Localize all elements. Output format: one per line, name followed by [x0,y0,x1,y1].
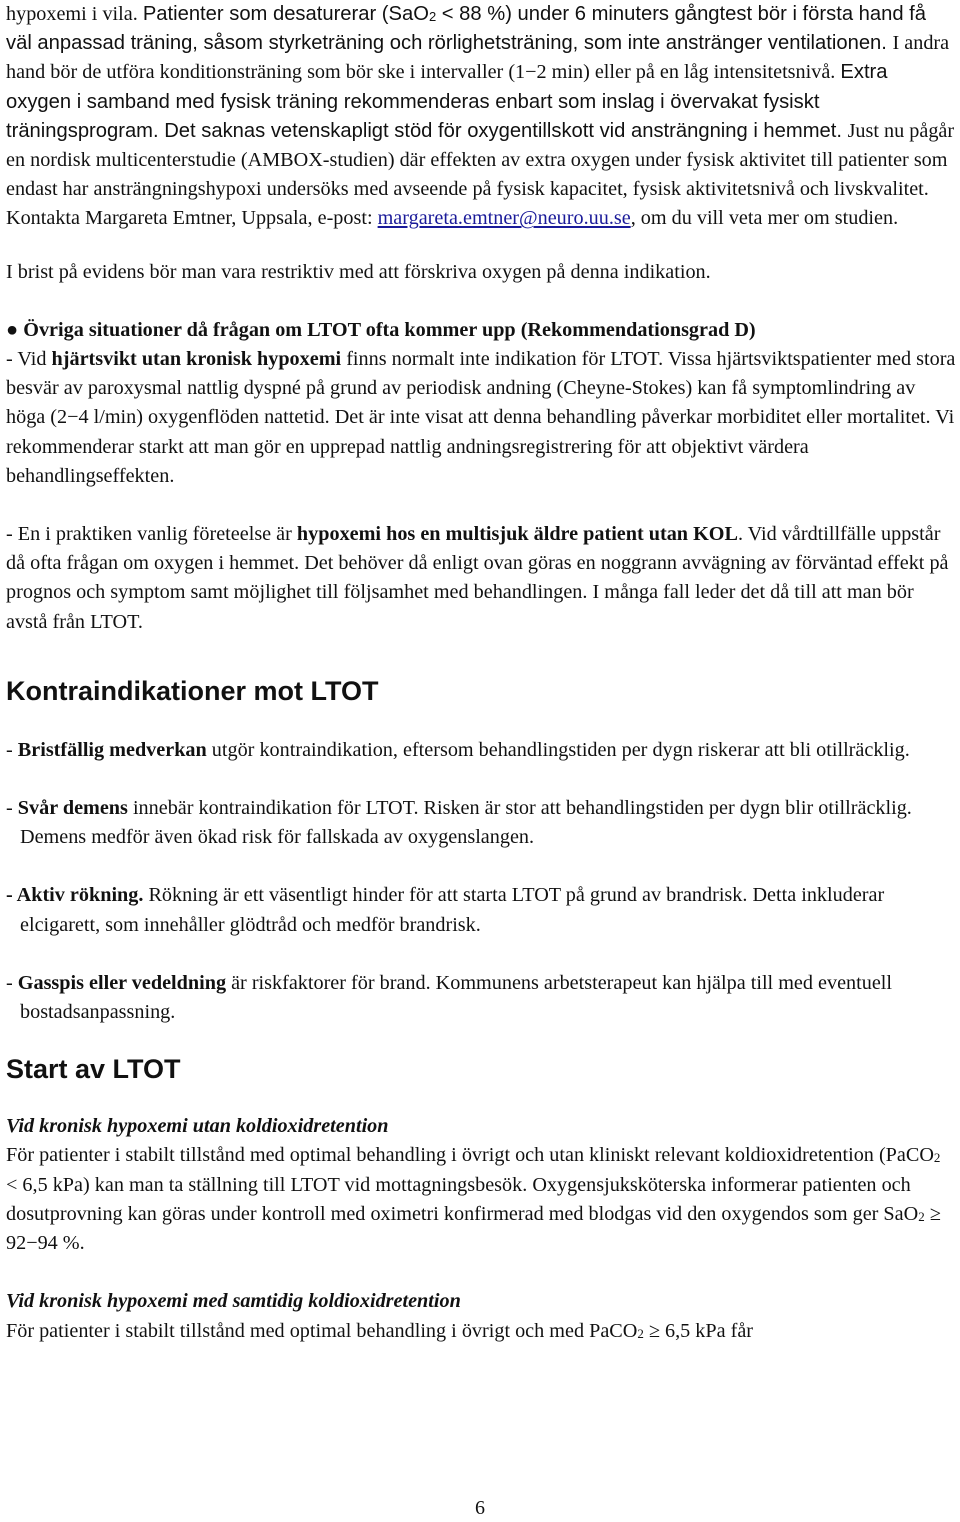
paragraph-exercise-oxygen [6,0,956,234]
text-run: Det saknas vetenskapligt stöd för oxygentillskott vid ansträngning i hemmet. [164,119,848,142]
text-run: , om du vill veta mer om studien. [630,207,899,230]
paragraph-without-retention: För patienter i stabilt tillstånd med optimal behandling i övrigt och utan kliniskt relevant koldioxidretention (PaCO$_2$ < 6,5 kPa) kan man ta ställning till LTOT vid mottagningsbesök. Oxygensjuksköterska informerar patienten och dosutprovning kan göras under kontroll med oximetri konfirmerad med blodgas vid den oxygendos som ger SaO$_2$ ≥ 92−94 %. [6,1144,941,1255]
paragraph-with-retention: För patienter i stabilt tillstånd med optimal behandling i övrigt och med PaCO$_2$ ≥ 6,5 kPa får [6,1319,754,1342]
other-situations-heading: ● Övriga situationer då frågan om LTOT ofta kommer upp (Rekommendationsgrad D) [6,318,756,341]
text-run: Patienter som desaturerar (SaO$_2$ < 88 %) under 6 minuters gångtest bör i första hand få väl anpassad träning, såsom styrketräning och rörlighetsträning, som inte anstränger ventilationen. [6,3,927,55]
text-run: Extra oxygen i samband med fysisk träning rekommenderas enbart som inslag i övervakat fysiskt träningsprogram. [6,61,888,142]
text-run: I andra hand bör de utföra konditionsträning som bör ske i intervaller (1−2 min) eller på en låg intensitetsnivå. [6,32,950,84]
contra-item-cooperation: - Bristfällig medverkan utgör kontraindikation, eftersom behandlingstiden per dygn riskerar att bli otillräcklig. [6,738,910,761]
paragraph-multimorbid: - En i praktiken vanlig företeelse är hypoxemi hos en multisjuk äldre patient utan KOL. Vid vårdtillfälle uppstår då ofta frågan om oxygen i hemmet. Det behöver då enligt ovan göras en noggrann avvägning av förväntad effekt på prognos och symptom samt möjlighet till följsamhet med behandlingen. I många fall leder det då till att man bör avstå från LTOT. [6,523,949,633]
email-link[interactable]: margareta.emtner@neuro.uu.se [377,207,631,230]
contra-item-gas-stove: - Gasspis eller vedeldning är riskfaktorer för brand. Kommunens arbetsterapeut kan hjälpa till med eventuell bostadsanpassning. [6,971,892,1024]
document-page [6,0,956,1346]
subheading-without-retention: Vid kronisk hypoxemi utan koldioxidretention [6,1115,389,1138]
contra-item-smoking: - Aktiv rökning. Rökning är ett väsentligt hinder för att starta LTOT på grund av brandrisk. Detta inkluderar elcigarett, som innehåller glödtråd och medför brandrisk. [6,884,885,936]
paragraph-restrictive: I brist på evidens bör man vara restriktiv med att förskriva oxygen på denna indikation. [6,260,711,283]
section-title-contraindications: Kontraindikationer mot LTOT [6,675,379,706]
subheading-with-retention: Vid kronisk hypoxemi med samtidig koldioxidretention [6,1290,461,1313]
page-number: 6 [475,1497,485,1519]
section-title-start-ltot: Start av LTOT [6,1054,181,1085]
text-run: hypoxemi i vila. [6,3,143,25]
paragraph-heart-failure: - Vid hjärtsvikt utan kronisk hypoxemi finns normalt inte indikation för LTOT. Vissa hjärtsviktspatienter med stora besvär av paroxysmal nattlig dyspné på grund av periodisk andning (Cheyne-Stokes) kan få symptomlindring av höga (2−4 l/min) oxygenflöden nattetid. Det är inte visat att denna behandling påverkar morbiditet eller mortalitet. Vi rekommenderar starkt att man gör en upprepad nattlig andningsregistrering för att objektivt värdera behandlingseffekten. [6,348,956,487]
text-run: Just nu pågår en nordisk multicenterstudie (AMBOX-studien) där effekten av extra oxygen under fysisk aktivitet till patienter som endast har ansträngningshypoxi undersöks med avseende på fysisk kapacitet, fysisk aktivitetsnivå och livskvalitet. Kontakta Margareta Emtner, Uppsala, e-post: [6,119,955,230]
contra-item-dementia: - Svår demens innebär kontraindikation för LTOT. Risken är stor att behandlingstiden per dygn blir otillräcklig. Demens medför även ökad risk för fallskada av oxygenslangen. [6,797,912,849]
